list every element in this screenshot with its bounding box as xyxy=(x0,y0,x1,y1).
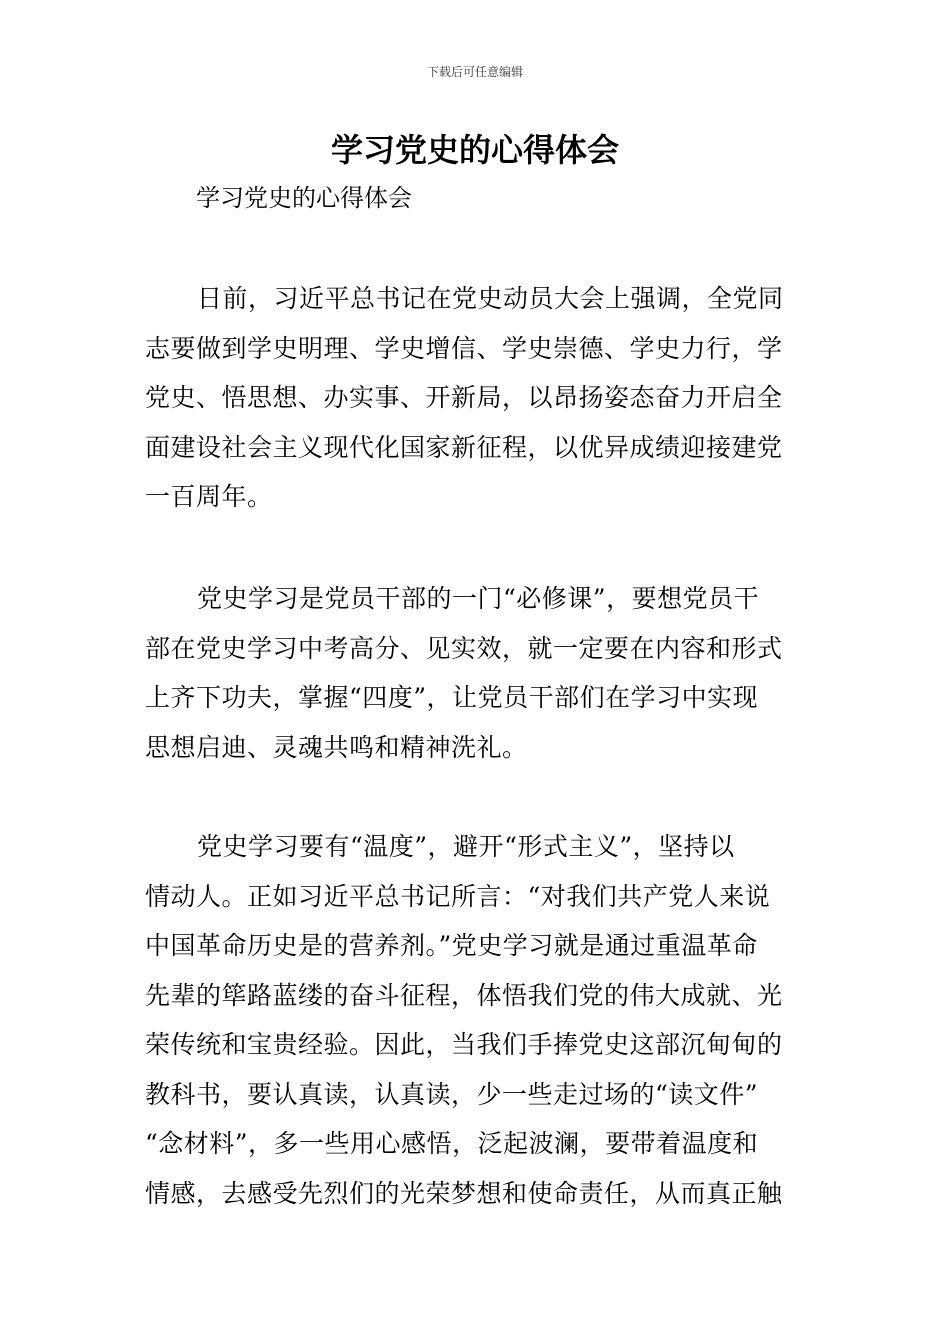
paragraph-line: 面建设社会主义现代化国家新征程，以优异成绩迎接建党 xyxy=(145,432,783,462)
paragraph-line: 先辈的筚路蓝缕的奋斗征程，体悟我们党的伟大成就、光 xyxy=(145,980,783,1010)
paragraph-line: “念材料”，多一些用心感悟，泛起波澜，要带着温度和 xyxy=(145,1129,759,1158)
paragraph-line: 一百周年。 xyxy=(145,482,273,511)
paragraph-line: 中国革命历史是的营养剂。”党史学习就是通过重温革命 xyxy=(145,931,758,960)
paragraph-line: 部在党史学习中考高分、见实效，就一定要在内容和形式 xyxy=(145,633,783,663)
paragraph-line: 思想启迪、灵魂共鸣和精神洗礼。 xyxy=(145,732,528,762)
document-title: 学习党史的心得体会 xyxy=(330,131,619,169)
paragraph-1 xyxy=(145,274,810,522)
paragraph-line: 教科书，要认真读，认真读，少一些走过场的“读文件” xyxy=(145,1079,759,1109)
paragraph-line: 情动人。正如习近平总书记所言：“对我们共产党人来说 xyxy=(145,881,771,911)
paragraph-3 xyxy=(145,822,810,1218)
paragraph-line: 荣传统和宝贵经验。因此，当我们手捧党史这部沉甸甸的 xyxy=(145,1030,783,1059)
paragraph-line: 党史学习要有“温度”，避开“形式主义”，坚持以 xyxy=(197,832,735,861)
paragraph-2 xyxy=(145,574,810,772)
paragraph-line: 情感，去感受先烈们的光荣梦想和使命责任，从而真正触 xyxy=(145,1178,783,1208)
paragraph-line: 日前，习近平总书记在党史动员大会上强调，全党同 xyxy=(197,284,784,313)
paragraph-line: 党史、悟思想、办实事、开新局，以昂扬姿态奋力开启全 xyxy=(145,383,783,412)
page-header-note: 下载后可任意编辑 xyxy=(426,65,523,79)
paragraph-line: 党史学习是党员干部的一门“必修课”，要想党员干 xyxy=(197,584,760,613)
document-subtitle: 学习党史的心得体会 xyxy=(196,184,412,212)
paragraph-line: 上齐下功夫，掌握“四度”，让党员干部们在学习中实现 xyxy=(145,683,759,712)
paragraph-line: 志要做到学史明理、学史增信、学史崇德、学史力行，学 xyxy=(145,333,783,363)
